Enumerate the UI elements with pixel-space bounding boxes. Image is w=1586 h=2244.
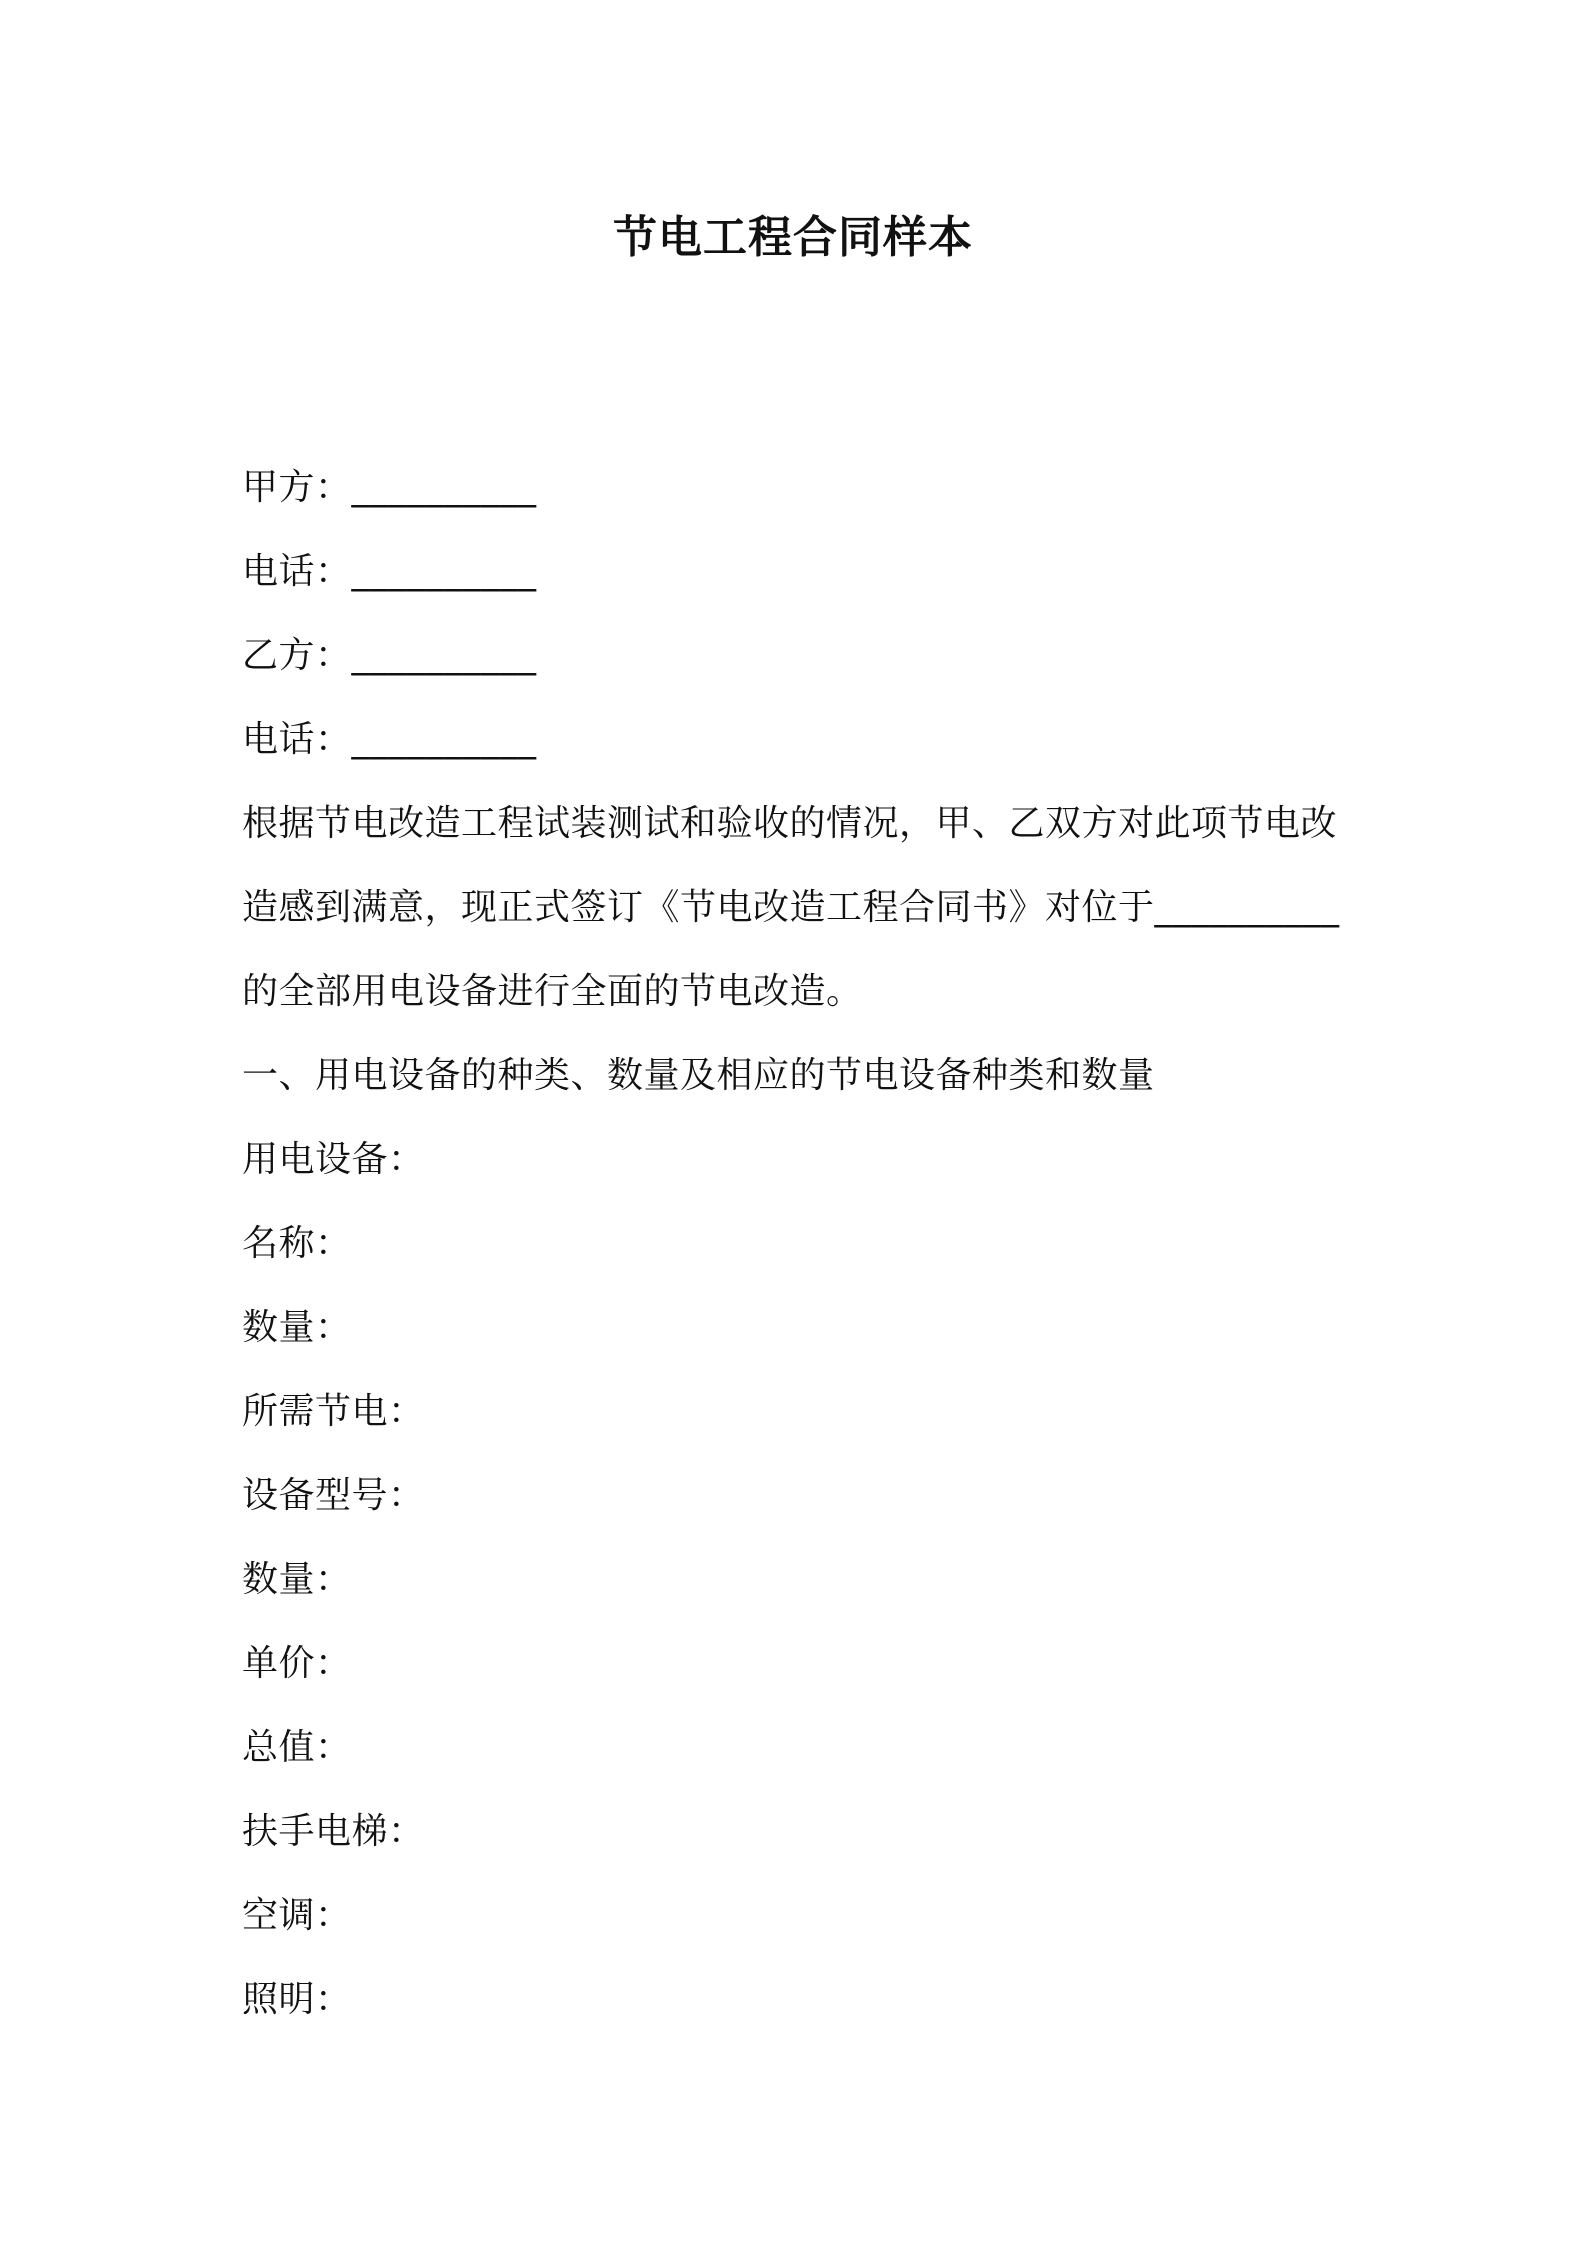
document-body: [242, 446, 1352, 2042]
field-unit-price: 单价：: [242, 1643, 352, 1684]
field-total-value: 总值：: [242, 1727, 352, 1768]
intro-line: 根据节电改造工程试装测试和验收的情况，甲、乙双方对此项节电改: [242, 803, 1338, 844]
intro-paragraph: [242, 782, 1352, 1034]
party-b-phone-line: 电话：__________: [242, 719, 537, 760]
field-equipment: 用电设备：: [242, 1139, 425, 1180]
field-name: 名称：: [242, 1223, 352, 1264]
section-1-heading: 一、用电设备的种类、数量及相应的节电设备种类和数量: [242, 1055, 1155, 1096]
field-air-conditioning: 空调：: [242, 1895, 352, 1936]
intro-line: 造感到满意，现正式签订《节电改造工程合同书》对位于__________: [242, 887, 1340, 928]
field-required-saving: 所需节电：: [242, 1391, 425, 1432]
party-a-line: 甲方：__________: [242, 467, 537, 508]
party-a-phone-line: 电话：__________: [242, 551, 537, 592]
field-quantity: 数量：: [242, 1307, 352, 1348]
intro-line: 的全部用电设备进行全面的节电改造。: [242, 971, 863, 1012]
field-lighting: 照明：: [242, 1979, 352, 2020]
party-b-line: 乙方：__________: [242, 635, 537, 676]
document-title: 节电工程合同样本: [613, 212, 973, 263]
field-quantity-2: 数量：: [242, 1559, 352, 1600]
field-device-model: 设备型号：: [242, 1475, 425, 1516]
field-escalator: 扶手电梯：: [242, 1811, 425, 1852]
